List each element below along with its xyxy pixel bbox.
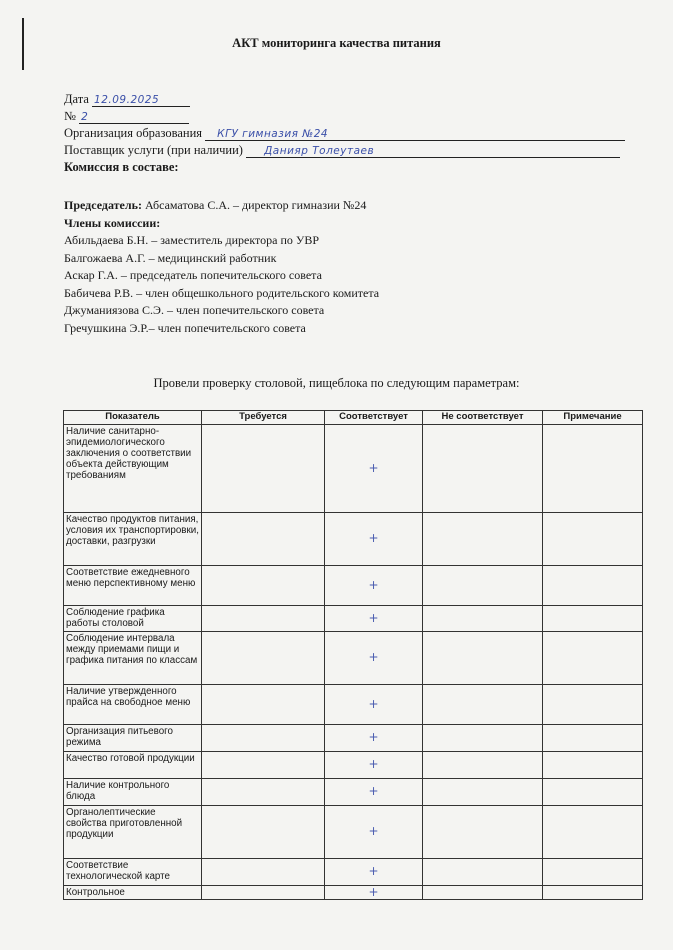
commission-label: Комиссия в составе: bbox=[64, 160, 179, 174]
table-row bbox=[64, 752, 643, 779]
conforms-cell bbox=[325, 425, 423, 513]
plus-mark: + bbox=[368, 531, 379, 545]
plus-mark: + bbox=[368, 730, 379, 744]
conforms-cell bbox=[325, 632, 423, 685]
conforms-cell bbox=[325, 725, 423, 752]
conforms-cell bbox=[325, 566, 423, 606]
table-row bbox=[64, 632, 643, 685]
table-row bbox=[64, 566, 643, 606]
commission-members bbox=[64, 198, 379, 338]
nonconforms-cell bbox=[423, 632, 543, 685]
table-row bbox=[64, 725, 643, 752]
number-label: № bbox=[64, 109, 76, 123]
conforms-cell bbox=[325, 606, 423, 632]
inspection-table bbox=[63, 410, 643, 900]
date-label: Дата bbox=[64, 92, 89, 106]
indicator-cell: Соблюдение графика работы столовой bbox=[64, 606, 202, 632]
nonconforms-cell bbox=[423, 806, 543, 859]
member-item: Гречушкина Э.Р.– член попечительского совета bbox=[64, 320, 306, 335]
conforms-cell bbox=[325, 685, 423, 725]
indicator-cell: Соответствие технологической карте bbox=[64, 859, 202, 886]
chair-label: Председатель: bbox=[64, 198, 142, 212]
note-cell bbox=[543, 859, 643, 886]
note-cell bbox=[543, 632, 643, 685]
org-value: КГУ гимназия №24 bbox=[217, 128, 329, 140]
required-cell bbox=[202, 606, 325, 632]
table-row bbox=[64, 859, 643, 886]
document-title: АКТ мониторинга качества питания bbox=[232, 36, 441, 50]
number-field bbox=[79, 109, 189, 124]
column-header: Соответствует bbox=[325, 411, 423, 425]
member-item: Бабичева Р.В. – член общешкольного родительского комитета bbox=[64, 285, 380, 300]
nonconforms-cell bbox=[423, 779, 543, 806]
required-cell bbox=[202, 779, 325, 806]
nonconforms-cell bbox=[423, 513, 543, 566]
number-line bbox=[64, 109, 639, 126]
supplier-value: Данияр Толеутаев bbox=[264, 145, 375, 157]
indicator-cell: Качество продуктов питания, условия их транспортировки, доставки, разгрузки bbox=[64, 513, 202, 566]
column-header: Показатель bbox=[64, 411, 202, 425]
member-item: Балгожаева А.Г. – медицинский работник bbox=[64, 250, 277, 265]
org-field bbox=[205, 126, 625, 141]
plus-mark: + bbox=[368, 884, 379, 899]
indicator-cell: Соответствие ежедневного меню перспективному меню bbox=[64, 566, 202, 606]
note-cell bbox=[543, 513, 643, 566]
note-cell bbox=[543, 752, 643, 779]
table-row bbox=[64, 425, 643, 513]
member-item: Джуманиязова С.Э. – член попечительского совета bbox=[64, 303, 325, 317]
column-header: Примечание bbox=[543, 411, 643, 425]
nonconforms-cell bbox=[423, 685, 543, 725]
table-row bbox=[64, 513, 643, 566]
note-cell bbox=[543, 566, 643, 606]
table-intro: Провели проверку столовой, пищеблока по следующим параметрам: bbox=[153, 376, 520, 390]
nonconforms-cell bbox=[423, 752, 543, 779]
indicator-cell: Качество готовой продукции bbox=[64, 752, 202, 779]
plus-mark: + bbox=[368, 696, 379, 711]
header-block bbox=[64, 92, 639, 177]
plus-mark: + bbox=[368, 824, 379, 838]
plus-mark: + bbox=[368, 610, 379, 625]
note-cell bbox=[543, 886, 643, 900]
required-cell bbox=[202, 859, 325, 886]
table-header-row bbox=[64, 411, 643, 425]
note-cell bbox=[543, 425, 643, 513]
required-cell bbox=[202, 806, 325, 859]
org-line bbox=[64, 126, 639, 143]
required-cell bbox=[202, 513, 325, 566]
chair-line bbox=[64, 198, 379, 216]
note-cell bbox=[543, 606, 643, 632]
plus-mark: + bbox=[368, 757, 379, 771]
nonconforms-cell bbox=[423, 606, 543, 632]
members-label: Члены комиссии: bbox=[64, 215, 161, 230]
plus-mark: + bbox=[368, 460, 379, 475]
conforms-cell bbox=[325, 806, 423, 859]
supplier-label: Поставщик услуги (при наличии) bbox=[64, 143, 243, 157]
plus-mark: + bbox=[368, 864, 379, 878]
required-cell bbox=[202, 425, 325, 513]
indicator-cell: Наличие санитарно-эпидемиологического заключения о соответствии объекта действующим требованиям bbox=[64, 425, 202, 513]
note-cell bbox=[543, 806, 643, 859]
table-row bbox=[64, 886, 643, 900]
table-row bbox=[64, 779, 643, 806]
table-row bbox=[64, 685, 643, 725]
required-cell bbox=[202, 685, 325, 725]
required-cell bbox=[202, 566, 325, 606]
column-header: Требуется bbox=[202, 411, 325, 425]
date-field bbox=[92, 92, 190, 107]
nonconforms-cell bbox=[423, 425, 543, 513]
plus-mark: + bbox=[368, 784, 379, 798]
nonconforms-cell bbox=[423, 859, 543, 886]
chair-value: Абсаматова С.А. – директор гимназии №24 bbox=[144, 198, 367, 212]
org-label: Организация образования bbox=[64, 126, 203, 140]
supplier-line bbox=[64, 143, 639, 160]
column-header: Не соответствует bbox=[423, 411, 543, 425]
note-cell bbox=[543, 685, 643, 725]
conforms-cell bbox=[325, 779, 423, 806]
note-cell bbox=[543, 725, 643, 752]
table-row bbox=[64, 806, 643, 859]
indicator-cell: Наличие контрольного блюда bbox=[64, 779, 202, 806]
supplier-field bbox=[246, 143, 620, 158]
conforms-cell bbox=[325, 752, 423, 779]
number-value: 2 bbox=[81, 111, 89, 123]
required-cell bbox=[202, 632, 325, 685]
indicator-cell: Организация питьевого режима bbox=[64, 725, 202, 752]
indicator-cell: Наличие утвержденного прайса на свободное меню bbox=[64, 685, 202, 725]
member-item: Аскар Г.А. – председатель попечительского совета bbox=[64, 268, 322, 282]
nonconforms-cell bbox=[423, 725, 543, 752]
conforms-cell bbox=[325, 859, 423, 886]
required-cell bbox=[202, 725, 325, 752]
table-row bbox=[64, 606, 643, 632]
note-cell bbox=[543, 779, 643, 806]
nonconforms-cell bbox=[423, 566, 543, 606]
conforms-cell bbox=[325, 513, 423, 566]
indicator-cell: Контрольное bbox=[64, 886, 202, 900]
date-value: 12.09.2025 bbox=[94, 94, 160, 106]
indicator-cell: Органолептические свойства приготовленной продукции bbox=[64, 806, 202, 859]
required-cell bbox=[202, 752, 325, 779]
indicator-cell: Соблюдение интервала между приемами пищи и графика питания по классам bbox=[64, 632, 202, 685]
date-line bbox=[64, 92, 639, 109]
plus-mark: + bbox=[368, 577, 379, 592]
required-cell bbox=[202, 886, 325, 900]
member-item: Абильдаева Б.Н. – заместитель директора по УВР bbox=[64, 233, 320, 247]
conforms-cell bbox=[325, 886, 423, 900]
nonconforms-cell bbox=[423, 886, 543, 900]
plus-mark: + bbox=[368, 650, 379, 664]
